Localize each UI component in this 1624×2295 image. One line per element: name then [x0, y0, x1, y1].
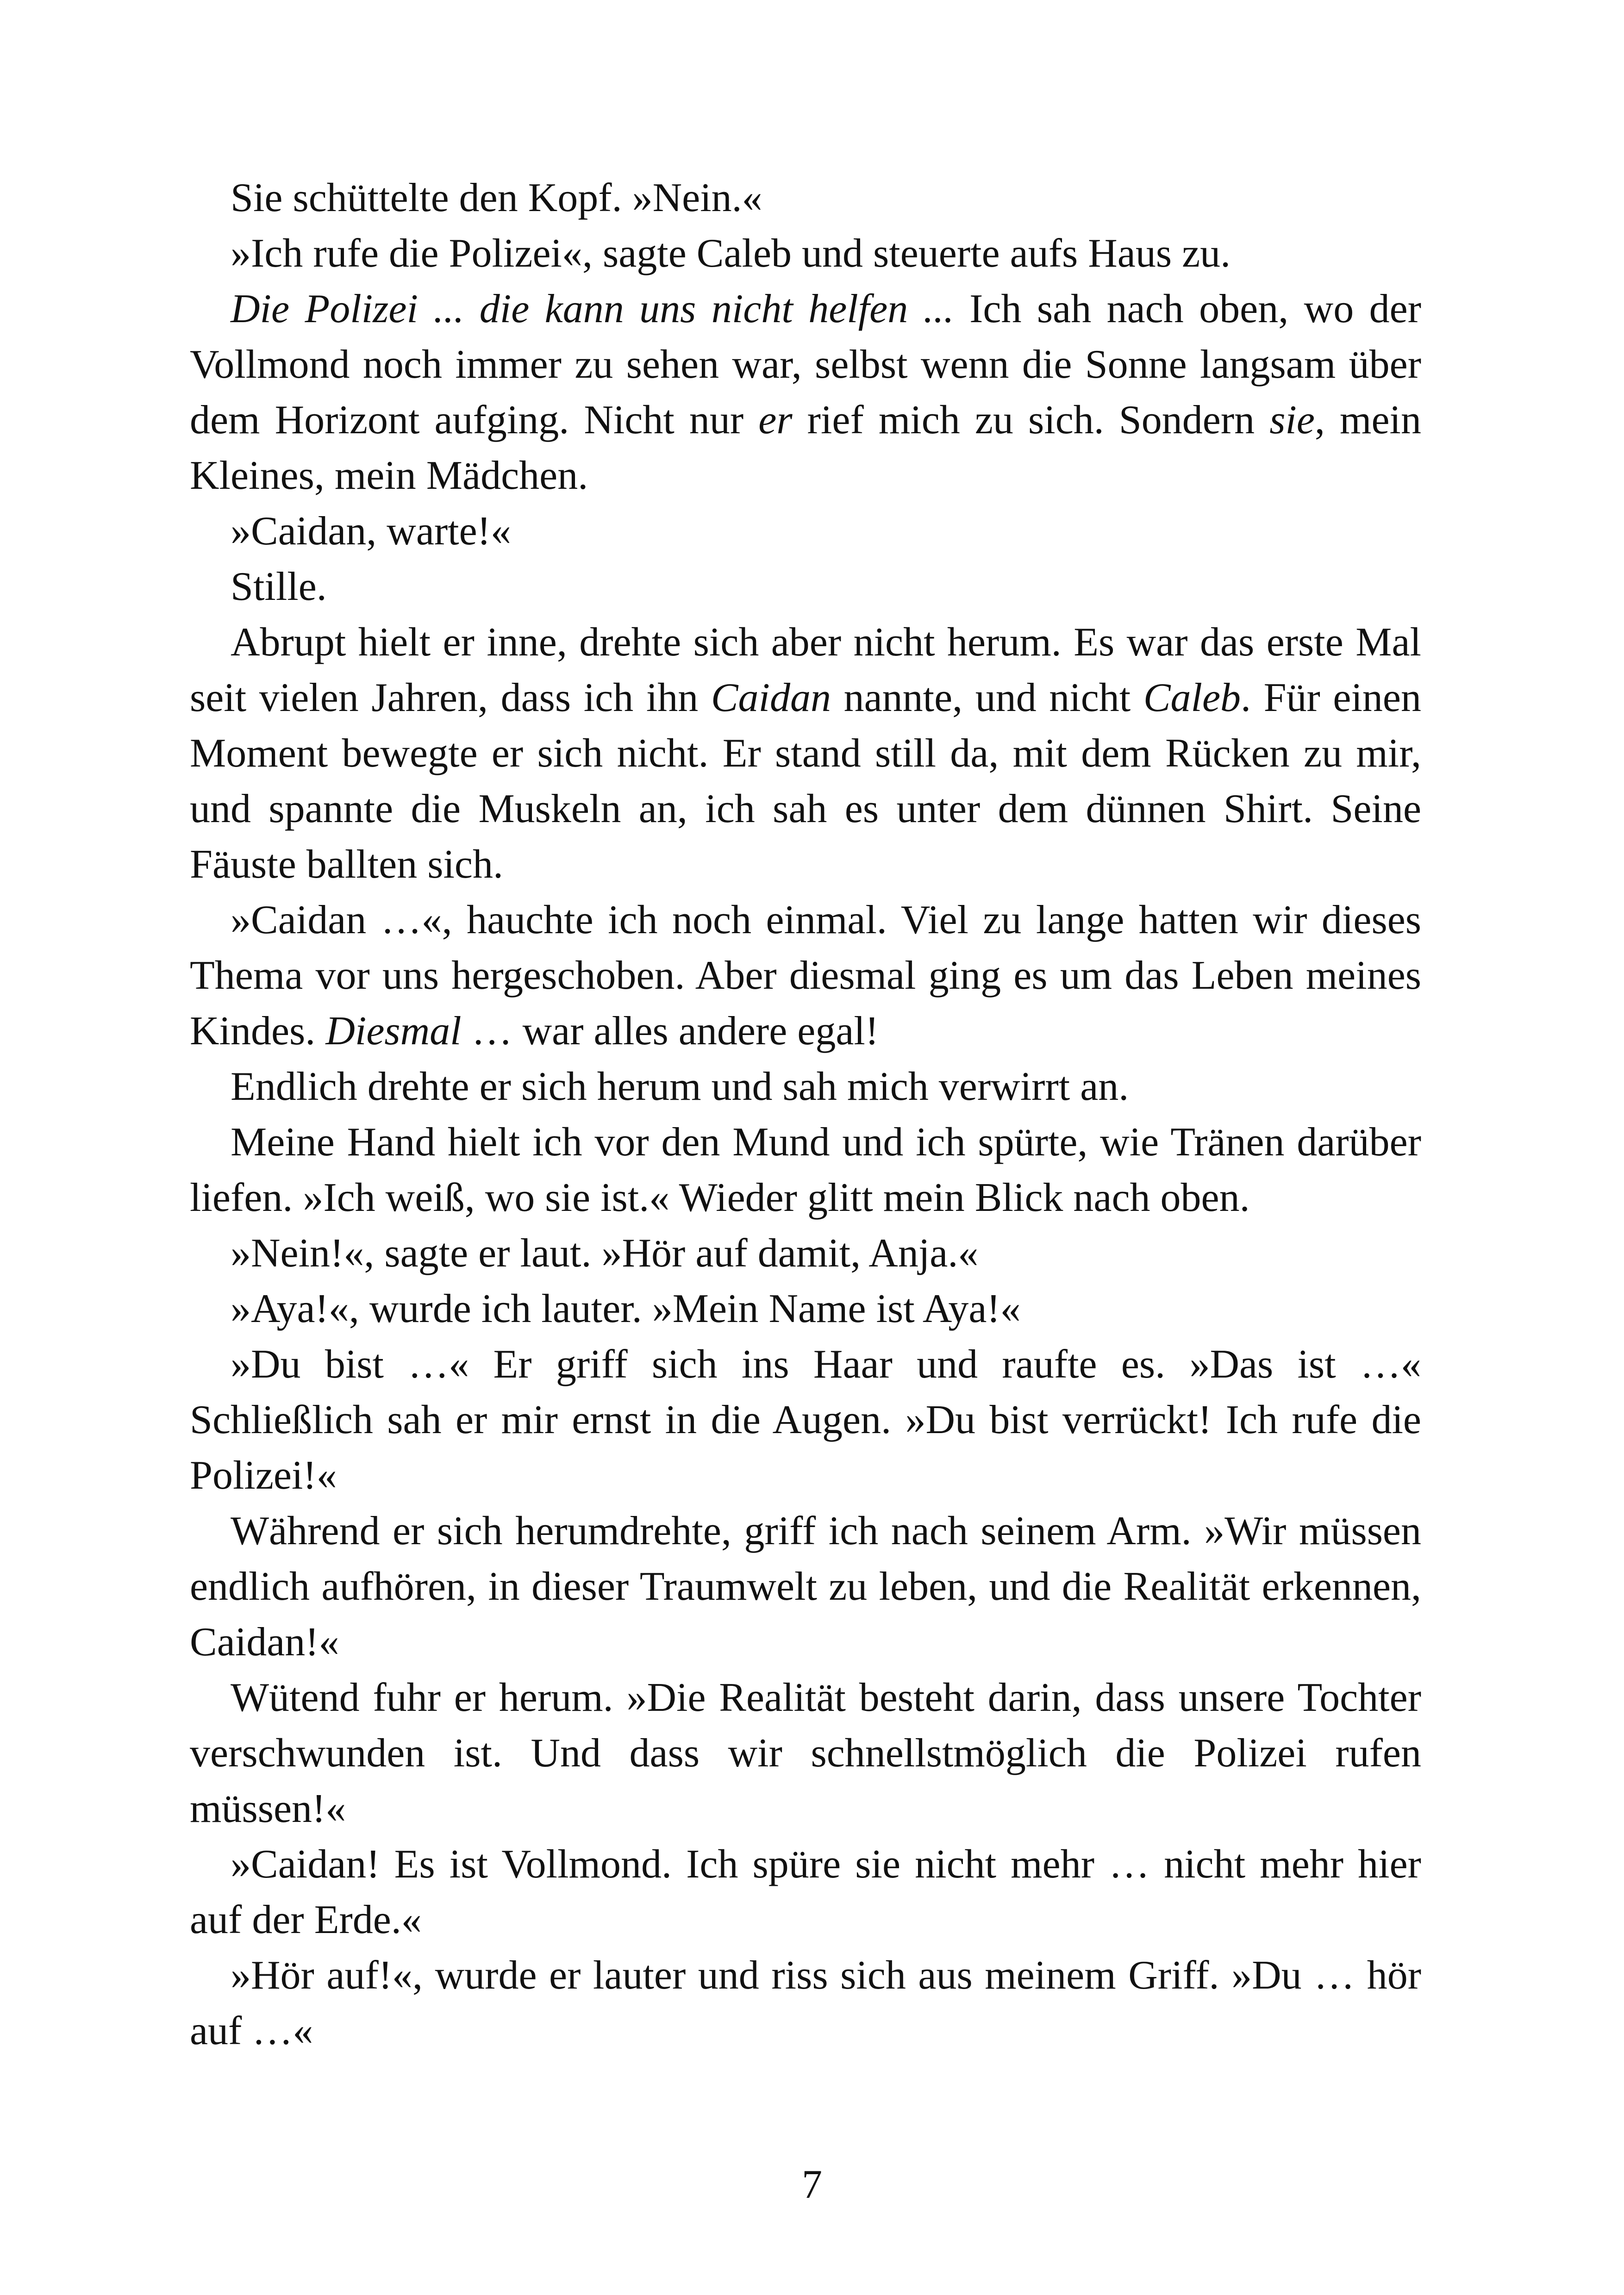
text-run: Sie schüttelte den Kopf. »Nein.«: [231, 175, 762, 220]
text-run: Stille.: [231, 564, 327, 609]
italic-text-run: Caidan: [711, 675, 831, 720]
text-run: »Hör auf!«, wurde er lauter und riss sich aus meinem Griff. »Du … hör auf …«: [190, 1953, 1421, 2053]
italic-text-run: Caleb: [1143, 675, 1241, 720]
text-run: Während er sich herumdrehte, griff ich nach seinem Arm. »Wir müssen endlich aufhören, in dieser Traumwelt zu leben, und die Realität erkennen, Caidan!«: [190, 1509, 1421, 1665]
page-body-text: [190, 170, 1421, 2059]
text-run: »Ich rufe die Polizei«, sagte Caleb und steuerte aufs Haus zu.: [231, 231, 1231, 276]
text-run: nannte, und nicht: [831, 675, 1143, 720]
text-run: rief mich zu sich. Sondern: [792, 398, 1270, 443]
text-run: Meine Hand hielt ich vor den Mund und ich spürte, wie Tränen darüber liefen. »Ich weiß, wo sie ist.« Wieder glitt mein Blick nach oben.: [190, 1120, 1421, 1220]
text-run: . Für einen Moment bewegte er sich nicht. Er stand still da, mit dem Rücken zu mir, und spannte die Muskeln an, ich sah es unter dem dünnen Shirt. Seine Fäuste ballten sich.: [190, 675, 1421, 887]
paragraph: [190, 1059, 1421, 1115]
paragraph: [190, 1948, 1421, 2059]
paragraph: [190, 559, 1421, 615]
text-run: Ich sah nach oben, wo der Vollmond noch immer zu sehen war, selbst wenn die Sonne langsam über dem Horizont aufging. Nicht nur: [190, 287, 1421, 443]
paragraph: [190, 615, 1421, 892]
paragraph: [190, 1670, 1421, 1837]
text-run: »Caidan! Es ist Vollmond. Ich spüre sie nicht mehr … nicht mehr hier auf der Erde.«: [190, 1842, 1421, 1942]
text-run: Abrupt hielt er inne, drehte sich aber nicht herum. Es war das erste Mal seit vielen Jahren, dass ich ihn: [190, 620, 1421, 720]
paragraph: [190, 1226, 1421, 1281]
italic-text-run: Die Polizei ... die kann uns nicht helfen ...: [231, 287, 954, 331]
paragraph: [190, 170, 1421, 226]
italic-text-run: Diesmal: [325, 1009, 462, 1054]
paragraph: [190, 1837, 1421, 1948]
paragraph: [190, 1503, 1421, 1670]
text-run: … war alles andere egal!: [461, 1009, 879, 1054]
text-run: »Nein!«, sagte er laut. »Hör auf damit, Anja.«: [231, 1231, 979, 1276]
paragraph: [190, 1281, 1421, 1337]
italic-text-run: er: [758, 398, 793, 443]
page-number: 7: [802, 2162, 822, 2207]
paragraph: [190, 504, 1421, 559]
paragraph: [190, 226, 1421, 281]
text-run: Wütend fuhr er herum. »Die Realität besteht darin, dass unsere Tochter verschwunden ist. Und dass wir schnellstmöglich die Polizei rufen müssen!«: [190, 1675, 1421, 1831]
text-run: , mein Kleines, mein Mädchen.: [190, 398, 1421, 498]
text-run: »Caidan …«, hauchte ich noch einmal. Viel zu lange hatten wir dieses Thema vor uns hergeschoben. Aber diesmal ging es um das Leben meines Kindes.: [190, 898, 1421, 1054]
paragraph: [190, 892, 1421, 1059]
paragraph: [190, 1115, 1421, 1226]
text-run: Endlich drehte er sich herum und sah mich verwirrt an.: [231, 1064, 1129, 1109]
text-run: »Du bist …« Er griff sich ins Haar und raufte es. »Das ist …« Schließlich sah er mir ernst in die Augen. »Du bist verrückt! Ich rufe die Polizei!«: [190, 1342, 1421, 1498]
paragraph: [190, 1337, 1421, 1503]
text-run: »Caidan, warte!«: [231, 509, 511, 554]
italic-text-run: sie: [1269, 398, 1315, 443]
paragraph: [190, 281, 1421, 504]
text-run: »Aya!«, wurde ich lauter. »Mein Name ist Aya!«: [231, 1286, 1021, 1331]
